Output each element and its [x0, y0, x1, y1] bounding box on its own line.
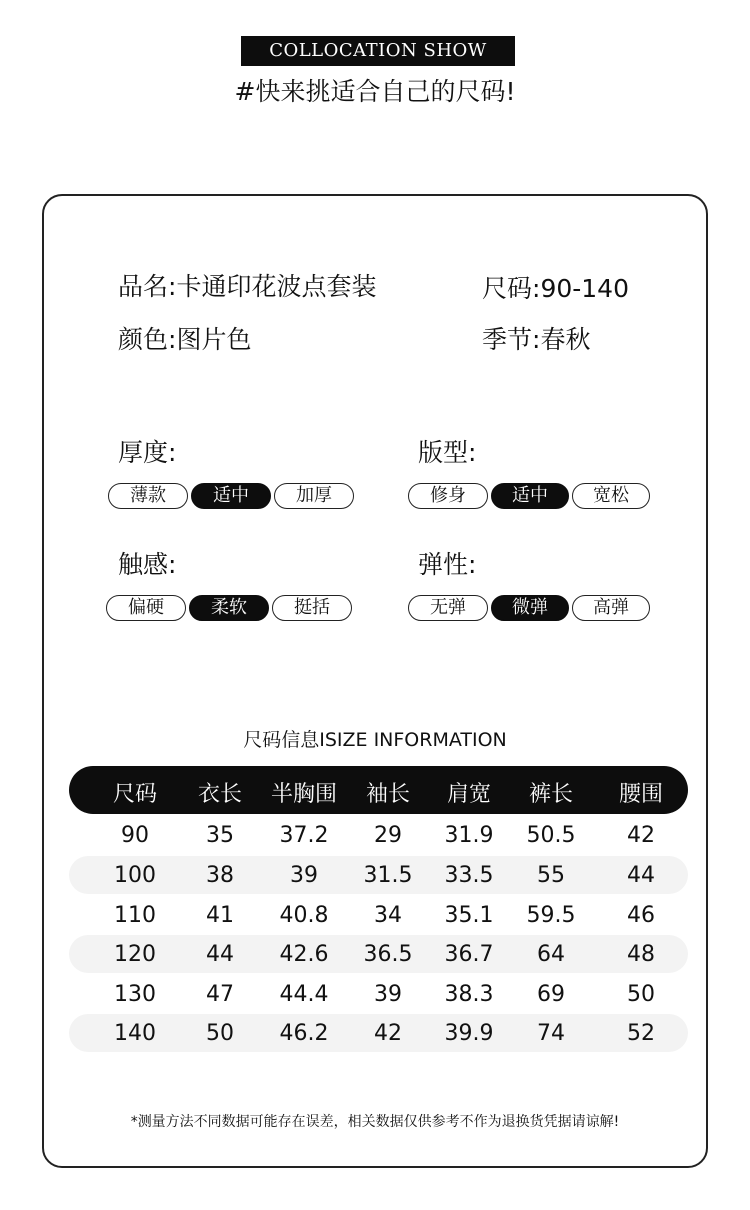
thickness-title: 厚度:	[118, 438, 177, 467]
table-cell: 46	[627, 903, 655, 928]
elasticity-option: 高弹	[572, 595, 650, 621]
product-size-value: 90-140	[540, 274, 629, 303]
page-subtitle: #快来挑适合自己的尺码!	[234, 77, 516, 106]
thickness-option: 薄款	[108, 483, 188, 509]
header-cell: 裤长	[528, 782, 574, 807]
product-season-value: 春秋	[540, 325, 591, 354]
header-cell: 肩宽	[446, 782, 492, 807]
thickness-option: 适中	[191, 483, 271, 509]
table-cell: 42	[374, 1021, 402, 1046]
table-cell: 46.2	[279, 1021, 329, 1046]
table-cell: 31.5	[363, 863, 413, 888]
fit-option: 宽松	[572, 483, 650, 509]
texture-option: 柔软	[189, 595, 269, 621]
header-cell: 衣长	[197, 782, 243, 807]
thickness-option: 加厚	[274, 483, 354, 509]
table-cell: 120	[114, 942, 156, 967]
elasticity-option: 无弹	[408, 595, 488, 621]
table-cell: 47	[206, 982, 234, 1007]
table-cell: 140	[114, 1021, 156, 1046]
table-cell: 29	[374, 823, 402, 848]
table-cell: 33.5	[444, 863, 494, 888]
table-row	[69, 816, 688, 854]
table-cell: 100	[114, 863, 156, 888]
header-cell: 袖长	[365, 782, 411, 807]
table-cell: 39	[374, 982, 402, 1007]
table-cell: 90	[121, 823, 149, 848]
product-name-row	[118, 270, 376, 304]
product-size-label: 尺码:	[482, 274, 541, 303]
product-color-label: 颜色:	[118, 325, 177, 354]
elasticity-title: 弹性:	[418, 550, 477, 579]
product-size-row	[482, 272, 629, 306]
product-color-value: 图片色	[176, 325, 252, 354]
table-cell: 34	[374, 903, 402, 928]
table-row	[69, 975, 688, 1013]
table-cell: 110	[114, 903, 156, 928]
header-cell: 腰围	[618, 782, 664, 807]
texture-title: 触感:	[118, 550, 177, 579]
disclaimer-note: *测量方法不同数据可能存在误差，相关数据仅供参考不作为退换货凭据请谅解!	[130, 1114, 620, 1130]
table-cell: 40.8	[279, 903, 329, 928]
table-cell: 130	[114, 982, 156, 1007]
texture-options	[106, 595, 352, 621]
fit-options	[408, 483, 650, 509]
header-cell: 半胸围	[270, 782, 338, 807]
size-table-header	[69, 766, 688, 814]
table-cell: 44	[206, 942, 234, 967]
header-cell: 尺码	[112, 782, 158, 807]
table-cell: 42.6	[279, 942, 329, 967]
table-row	[69, 1014, 688, 1052]
fit-option: 修身	[408, 483, 488, 509]
product-name-label: 品名:	[118, 272, 177, 301]
product-season-row	[482, 323, 590, 357]
texture-option: 偏硬	[106, 595, 186, 621]
table-cell: 36.5	[363, 942, 413, 967]
table-cell: 35.1	[444, 903, 494, 928]
thickness-options	[108, 483, 354, 509]
size-table-title: 尺码信息ISIZE INFORMATION	[243, 729, 507, 751]
product-season-label: 季节:	[482, 325, 541, 354]
table-cell: 50	[627, 982, 655, 1007]
table-cell: 48	[627, 942, 655, 967]
table-cell: 39.9	[444, 1021, 494, 1046]
table-cell: 39	[290, 863, 318, 888]
fit-option: 适中	[491, 483, 569, 509]
table-cell: 50	[206, 1021, 234, 1046]
table-cell: 41	[206, 903, 234, 928]
product-color-row	[118, 323, 251, 357]
table-cell: 64	[537, 942, 565, 967]
table-cell: 44.4	[279, 982, 329, 1007]
table-cell: 36.7	[444, 942, 494, 967]
table-cell: 38	[206, 863, 234, 888]
table-row	[69, 856, 688, 894]
table-cell: 37.2	[279, 823, 329, 848]
table-cell: 74	[537, 1021, 565, 1046]
table-cell: 55	[537, 863, 565, 888]
table-cell: 52	[627, 1021, 655, 1046]
table-cell: 31.9	[444, 823, 494, 848]
table-cell: 59.5	[526, 903, 576, 928]
table-cell: 38.3	[444, 982, 494, 1007]
elasticity-option: 微弹	[491, 595, 569, 621]
table-cell: 69	[537, 982, 565, 1007]
fit-title: 版型:	[418, 438, 477, 467]
table-cell: 35	[206, 823, 234, 848]
elasticity-options	[408, 595, 650, 621]
brand-banner: COLLOCATION SHOW	[241, 36, 515, 66]
product-name-value: 卡通印花波点套装	[176, 272, 377, 301]
table-row	[69, 935, 688, 973]
texture-option: 挺括	[272, 595, 352, 621]
table-cell: 42	[627, 823, 655, 848]
table-cell: 44	[627, 863, 655, 888]
table-row	[69, 896, 688, 934]
table-cell: 50.5	[526, 823, 576, 848]
